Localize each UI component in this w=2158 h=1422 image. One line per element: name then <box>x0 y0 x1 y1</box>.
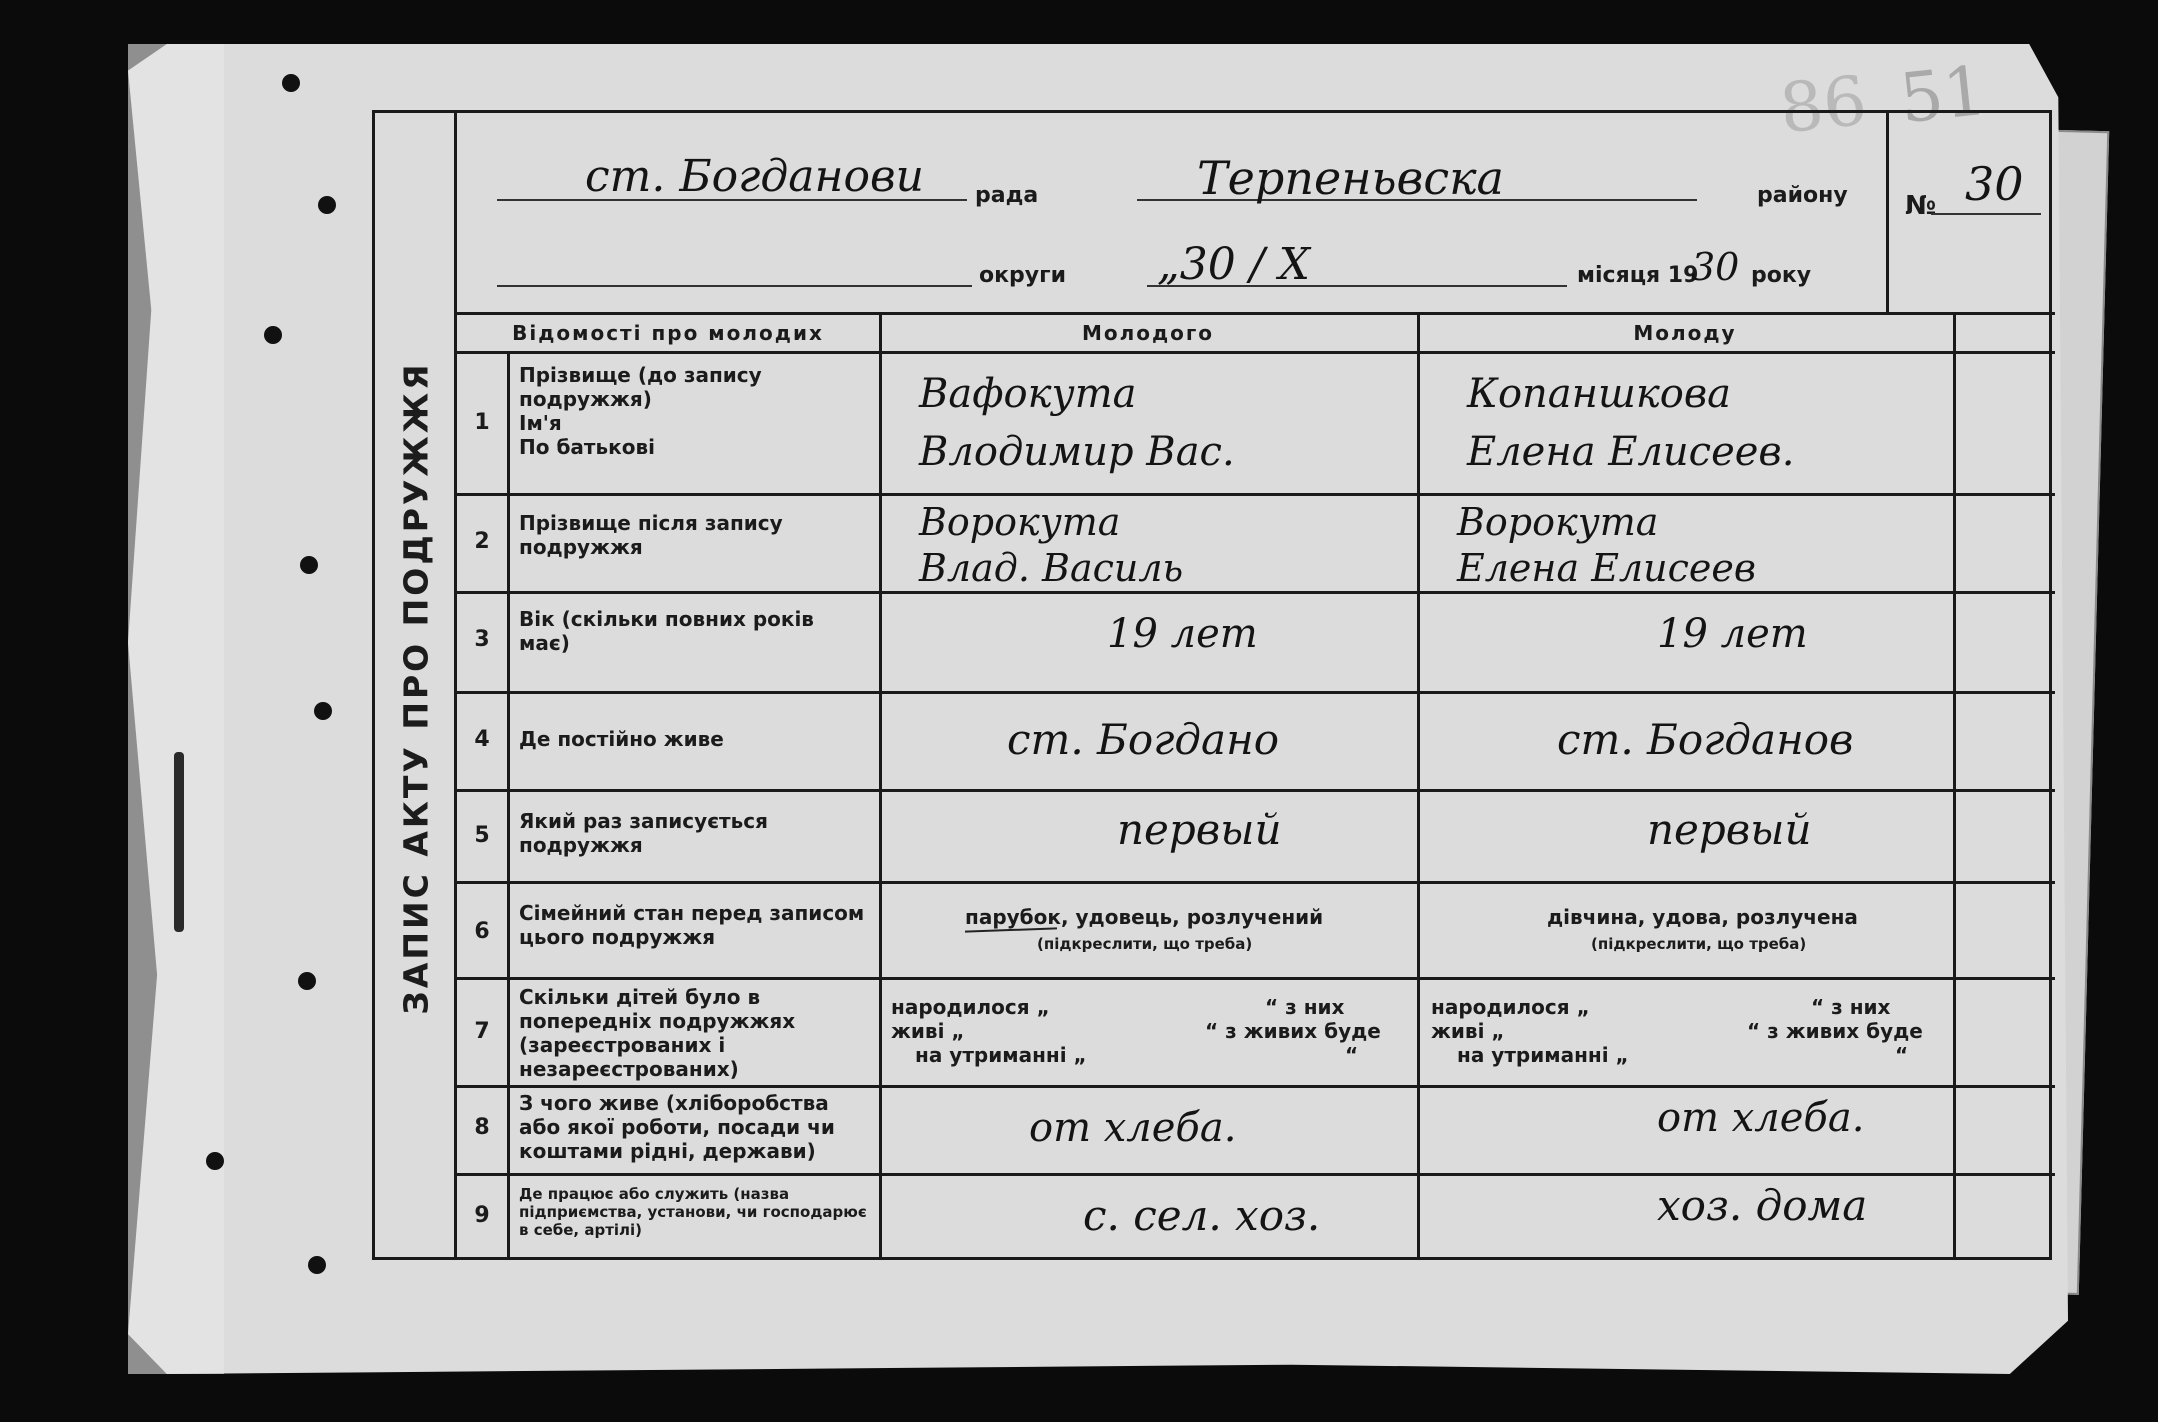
bride-children-end: “ <box>1895 1043 1909 1067</box>
bride-married-surname: Ворокута Елена Елисеев <box>1457 500 1756 590</box>
groom-children-born: народилося „ <box>891 995 1050 1019</box>
column-header-bride: Молоду <box>1633 321 1737 345</box>
groom-children-alive: живі „ <box>891 1019 965 1043</box>
okrug-label: округи <box>979 263 1067 288</box>
rada-value: ст. Богданови <box>585 151 924 202</box>
bride-status-hint: (підкреслити, що треба) <box>1591 935 1807 953</box>
row-number: 6 <box>474 919 490 944</box>
date-value: „30 / Х <box>1157 239 1310 290</box>
groom-children-of-them: “ з них <box>1265 995 1345 1019</box>
number-box <box>1886 113 2055 312</box>
bride-workplace: хоз. дома <box>1657 1181 1868 1230</box>
row-number: 2 <box>474 529 490 554</box>
groom-workplace: с. сел. хоз. <box>1083 1191 1321 1240</box>
row-number: 7 <box>474 1019 490 1044</box>
row-number: 9 <box>474 1203 490 1228</box>
row-question: Прізвище (до запису подружжя) Ім'я По батькові <box>519 363 762 459</box>
punch-hole <box>308 1256 326 1274</box>
row-question: Скільки дітей було в попередніх подружжях (зареєстрованих і незареєстрованих) <box>519 985 796 1081</box>
bride-children-of-alive: “ з живих буде <box>1747 1019 1923 1043</box>
torn-edge <box>128 44 224 1374</box>
month-label: місяця 19 <box>1577 263 1699 288</box>
groom-children-end: “ <box>1345 1043 1359 1067</box>
raion-label: району <box>1757 183 1848 208</box>
punch-hole <box>264 326 282 344</box>
punch-hole <box>314 702 332 720</box>
groom-children-of-alive: “ з живих буде <box>1205 1019 1381 1043</box>
punch-hole <box>282 74 300 92</box>
row-number: 4 <box>474 727 490 752</box>
column-header-groom: Молодого <box>1081 321 1215 345</box>
row-number: 8 <box>474 1115 490 1140</box>
bride-marital-status: дівчина, удова, розлучена <box>1547 905 1858 929</box>
year-label: року <box>1751 263 1812 288</box>
archive-number: 86 <box>1776 61 1871 150</box>
groom-age: 19 лет <box>1107 611 1258 657</box>
bride-age: 19 лет <box>1657 611 1808 657</box>
row-number: 3 <box>474 627 490 652</box>
groom-married-surname: Ворокута Влад. Василь <box>919 500 1184 590</box>
bride-residence: ст. Богданов <box>1557 715 1854 764</box>
year-value: 30 <box>1691 245 1740 289</box>
row-question: Де постійно живе <box>519 727 724 751</box>
groom-status-hint: (підкреслити, що треба) <box>1037 935 1253 953</box>
groom-marriage-count: первый <box>1117 805 1282 854</box>
side-title-panel <box>375 113 457 1257</box>
punch-hole <box>298 972 316 990</box>
punch-hole <box>206 1152 224 1170</box>
sheet-number: 51 <box>1896 51 1991 140</box>
row-number: 1 <box>474 410 490 435</box>
groom-children-supported: на утриманні „ <box>915 1043 1087 1067</box>
punch-hole <box>300 556 318 574</box>
groom-residence: ст. Богдано <box>1007 715 1280 764</box>
raion-value: Терпеньвска <box>1197 151 1504 205</box>
bride-children-of-them: “ з них <box>1811 995 1891 1019</box>
row-question: З чого живе (хліборобства або якої роботи, посади чи коштами рідні, держави) <box>519 1091 835 1163</box>
groom-livelihood: от хлеба. <box>1029 1105 1237 1151</box>
row-question: Який раз записується подружжя <box>519 809 768 857</box>
groom-name: Вафокута Влодимир Вас. <box>919 371 1235 475</box>
bride-marriage-count: первый <box>1647 805 1812 854</box>
bride-children-supported: на утриманні „ <box>1457 1043 1629 1067</box>
marriage-record-form <box>372 110 2052 1260</box>
number-value: 30 <box>1965 157 2024 211</box>
row-number: 5 <box>474 823 490 848</box>
groom-marital-status: парубок, удовець, розлучений <box>965 905 1324 929</box>
column-header-info: Відомості про молодих <box>512 321 824 345</box>
bride-name: Копаншкова Елена Елисеев. <box>1467 371 1795 475</box>
bride-children-born: народилося „ <box>1431 995 1590 1019</box>
number-label: № <box>1905 191 1937 221</box>
rada-label: рада <box>975 183 1039 208</box>
form-header <box>457 113 2055 315</box>
row-question: Прізвище після запису подружжя <box>519 511 783 559</box>
punch-hole <box>318 196 336 214</box>
side-title: ЗАПИС АКТУ ПРО ПОДРУЖЖЯ <box>396 361 436 1015</box>
row-question: Де працює або служить (назва підприємства, установи, чи господарює в себе, артілі) <box>519 1185 867 1239</box>
row-question: Сімейний стан перед записом цього подружжя <box>519 901 865 949</box>
record-table <box>457 315 2055 1257</box>
row-question: Вік (скільки повних років має) <box>519 607 814 655</box>
staple <box>174 752 184 932</box>
bride-children-alive: живі „ <box>1431 1019 1505 1043</box>
bride-livelihood: от хлеба. <box>1657 1095 1865 1141</box>
